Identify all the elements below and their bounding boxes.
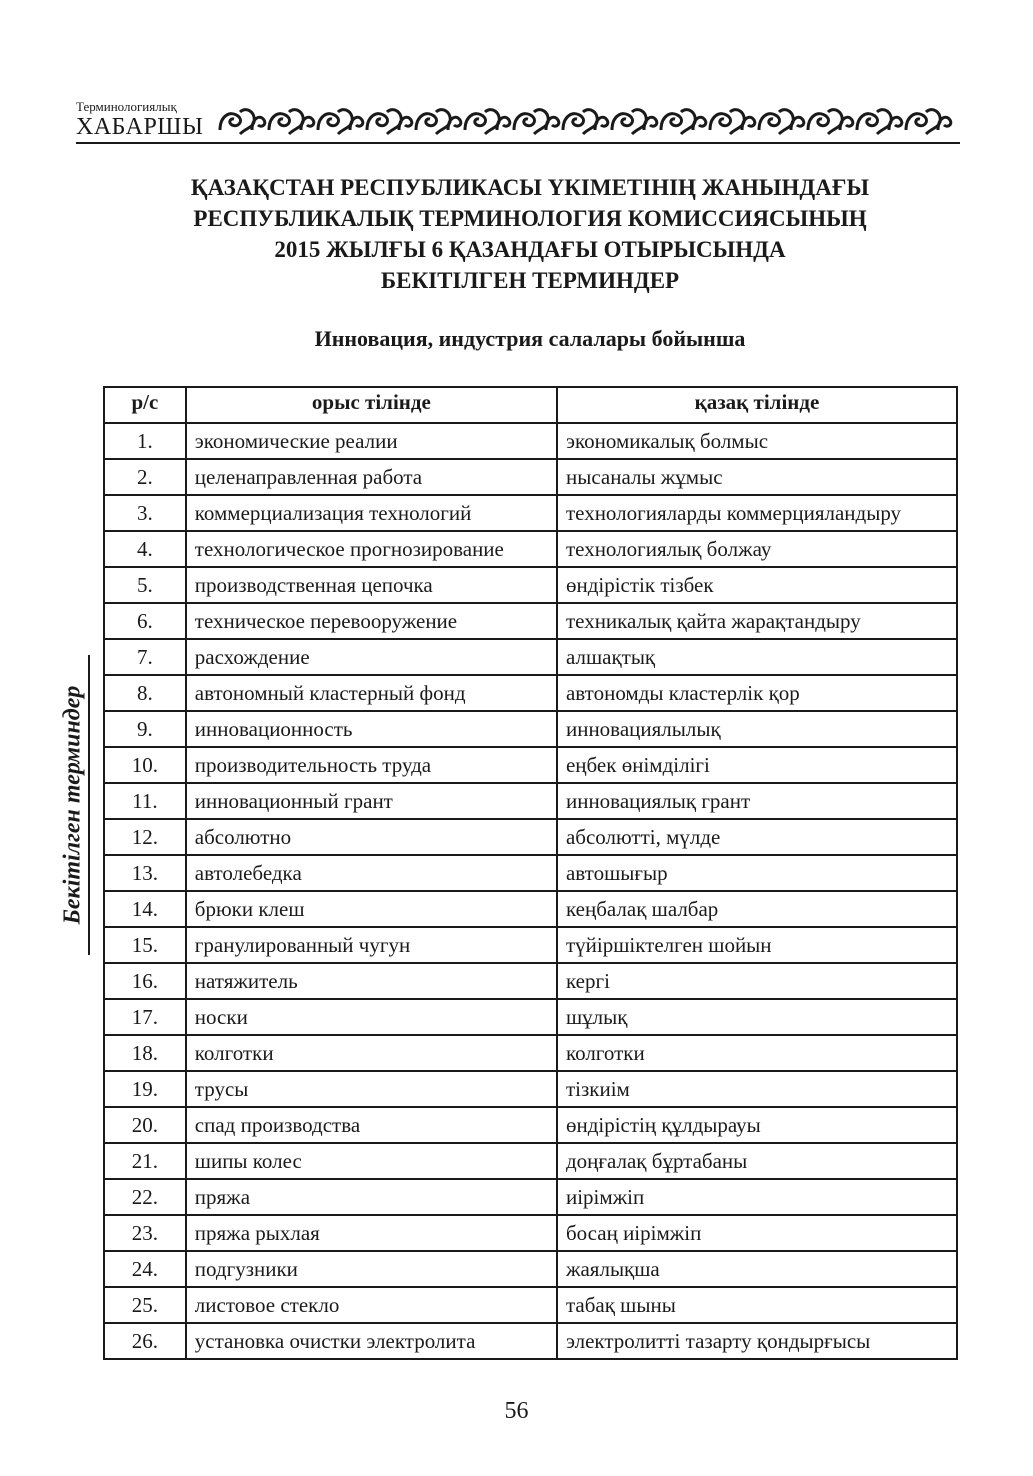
document-title [100, 172, 960, 296]
row-number: 4. [104, 531, 186, 567]
russian-term: инновационность [186, 711, 557, 747]
row-number: 5. [104, 567, 186, 603]
row-number: 21. [104, 1143, 186, 1179]
title-line: ҚАЗАҚСТАН РЕСПУБЛИКАСЫ ҮКІМЕТІНІҢ ЖАНЫНДАҒЫ [190, 175, 870, 200]
russian-term: колготки [186, 1035, 557, 1071]
table-row [104, 495, 957, 531]
table-row [104, 1215, 957, 1251]
kazakh-term: автошығыр [557, 855, 957, 891]
table-row [104, 675, 957, 711]
row-number: 24. [104, 1251, 186, 1287]
table-row [104, 1287, 957, 1323]
russian-term: пряжа [186, 1179, 557, 1215]
kazakh-term: алшақтық [557, 639, 957, 675]
column-header-kazakh: қазақ тілінде [557, 387, 957, 423]
russian-term: спад производства [186, 1107, 557, 1143]
section-subtitle: Инновация, индустрия салалары бойынша [314, 326, 746, 351]
row-number: 20. [104, 1107, 186, 1143]
title-line: 2015 ЖЫЛҒЫ 6 ҚАЗАНДАҒЫ ОТЫРЫСЫНДА [274, 237, 786, 262]
row-number: 8. [104, 675, 186, 711]
kazakh-term: экономикалық болмыс [557, 423, 957, 459]
row-number: 10. [104, 747, 186, 783]
kazakh-term: кеңбалақ шалбар [557, 891, 957, 927]
kazakh-term: колготки [557, 1035, 957, 1071]
side-label-text: Бекітілген терминдер [59, 685, 86, 925]
russian-term: экономические реалии [186, 423, 557, 459]
kazakh-term: абсолютті, мүлде [557, 819, 957, 855]
row-number: 16. [104, 963, 186, 999]
kazakh-term: электролитті тазарту қондырғысы [557, 1323, 957, 1359]
row-number: 1. [104, 423, 186, 459]
row-number: 23. [104, 1215, 186, 1251]
kazakh-term: технологияларды коммерцияландыру [557, 495, 957, 531]
russian-term: целенаправленная работа [186, 459, 557, 495]
kazakh-term: жаялықша [557, 1251, 957, 1287]
row-number: 15. [104, 927, 186, 963]
russian-term: производственная цепочка [186, 567, 557, 603]
table-row [104, 603, 957, 639]
table-row [104, 1251, 957, 1287]
row-number: 14. [104, 891, 186, 927]
russian-term: установка очистки электролита [186, 1323, 557, 1359]
row-number: 2. [104, 459, 186, 495]
kazakh-term: технологиялық болжау [557, 531, 957, 567]
table-row [104, 927, 957, 963]
journal-header [76, 96, 960, 146]
row-number: 19. [104, 1071, 186, 1107]
russian-term: трусы [186, 1071, 557, 1107]
russian-term: производительность труда [186, 747, 557, 783]
table-row [104, 639, 957, 675]
table-row [104, 567, 957, 603]
kazakh-term: өндірістің құлдырауы [557, 1107, 957, 1143]
row-number: 7. [104, 639, 186, 675]
russian-term: абсолютно [186, 819, 557, 855]
russian-term: натяжитель [186, 963, 557, 999]
russian-term: листовое стекло [186, 1287, 557, 1323]
table-row [104, 999, 957, 1035]
header-rule [76, 142, 960, 144]
kazakh-term: босаң иірімжіп [557, 1215, 957, 1251]
table-row [104, 891, 957, 927]
table-row [104, 819, 957, 855]
kazakh-term: табақ шыны [557, 1287, 957, 1323]
kazakh-term: еңбек өнімділігі [557, 747, 957, 783]
russian-term: подгузники [186, 1251, 557, 1287]
table-row [104, 459, 957, 495]
column-header-number: р/с [104, 387, 186, 423]
table-row [104, 747, 957, 783]
row-number: 26. [104, 1323, 186, 1359]
table-row [104, 1107, 957, 1143]
russian-term: брюки клеш [186, 891, 557, 927]
table-row [104, 531, 957, 567]
column-header-russian: орыс тілінде [186, 387, 557, 423]
russian-term: автономный кластерный фонд [186, 675, 557, 711]
row-number: 25. [104, 1287, 186, 1323]
russian-term: расхождение [186, 639, 557, 675]
title-line: РЕСПУБЛИКАЛЫҚ ТЕРМИНОЛОГИЯ КОМИССИЯСЫНЫҢ [193, 206, 867, 231]
russian-term: коммерциализация технологий [186, 495, 557, 531]
table-row [104, 1323, 957, 1359]
kazakh-term: техникалық қайта жарақтандыру [557, 603, 957, 639]
table-row [104, 711, 957, 747]
table-row [104, 423, 957, 459]
row-number: 6. [104, 603, 186, 639]
table-row [104, 1143, 957, 1179]
russian-term: автолебедка [186, 855, 557, 891]
journal-name-big: ХАБАРШЫ [76, 114, 204, 140]
row-number: 13. [104, 855, 186, 891]
kazakh-term: инновациялылық [557, 711, 957, 747]
side-label [58, 655, 88, 955]
kazakh-term: доңғалақ бұртабаны [557, 1143, 957, 1179]
kazakh-term: кергі [557, 963, 957, 999]
kazakh-term: түйіршіктелген шойын [557, 927, 957, 963]
row-number: 3. [104, 495, 186, 531]
kazakh-term: инновациялық грант [557, 783, 957, 819]
table-row [104, 1179, 957, 1215]
row-number: 9. [104, 711, 186, 747]
table-row [104, 855, 957, 891]
table-row [104, 783, 957, 819]
kazakh-term: иірімжіп [557, 1179, 957, 1215]
russian-term: инновационный грант [186, 783, 557, 819]
row-number: 12. [104, 819, 186, 855]
russian-term: техническое перевооружение [186, 603, 557, 639]
russian-term: шипы колес [186, 1143, 557, 1179]
kazakh-term: тізкиім [557, 1071, 957, 1107]
table-header-row [104, 387, 957, 423]
row-number: 11. [104, 783, 186, 819]
kazakh-term: өндірістік тізбек [557, 567, 957, 603]
page-number: 56 [504, 1398, 529, 1424]
row-number: 17. [104, 999, 186, 1035]
russian-term: гранулированный чугун [186, 927, 557, 963]
russian-term: технологическое прогнозирование [186, 531, 557, 567]
table-row [104, 1035, 957, 1071]
table-row [104, 963, 957, 999]
side-rule [88, 655, 90, 955]
russian-term: пряжа рыхлая [186, 1215, 557, 1251]
journal-name-small: Терминологиялық [76, 99, 177, 114]
kazakh-term: автономды кластерлік қор [557, 675, 957, 711]
ornament-border [216, 100, 958, 140]
kazakh-term: шұлық [557, 999, 957, 1035]
row-number: 18. [104, 1035, 186, 1071]
row-number: 22. [104, 1179, 186, 1215]
title-line: БЕКІТІЛГЕН ТЕРМИНДЕР [380, 268, 680, 293]
table-row [104, 1071, 957, 1107]
kazakh-term: нысаналы жұмыс [557, 459, 957, 495]
terms-table [103, 386, 958, 1360]
russian-term: носки [186, 999, 557, 1035]
